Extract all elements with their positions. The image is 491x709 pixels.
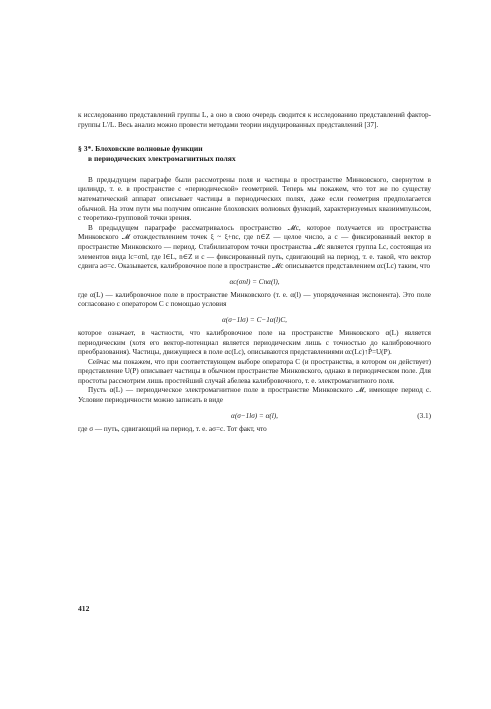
paragraph-6: Пусть α(L) — периодическое электромагнитное поле в пространстве Минковского 𝓜, имеющее период c. Условие периодичности можно записать в виде: [78, 386, 431, 405]
formula-2: α(σ−1lσ) = C−1α(l)C,: [222, 315, 287, 324]
paragraph-3: где α(L) — калибровочное поле в пространстве Минковского (т. е. α(l) — упорядоченная экспонента). Это поле согласовано с оператором C с помощью условия: [78, 290, 431, 309]
formula-3: [78, 410, 431, 422]
section-number: § 3*.: [78, 144, 94, 154]
equation-number: (3.1): [417, 411, 431, 420]
paragraph-4: которое означает, в частности, что калибровочное поле на пространстве Минковского α(L) является периодическим (хотя его вектор-потенциал является периодическим лишь с точностью до калибровочного преобразования). Частицы, движущиеся в поле αc(Lc), описываются представлениями αc(Lc)↑P̃=U(P).: [78, 328, 431, 357]
section-heading: [78, 144, 431, 164]
section-title-line1: Блоховские волновые функции: [95, 144, 203, 154]
section-title-line2: в периодических электромагнитных полях: [88, 153, 236, 163]
paragraph-continuation: к исследованию представлений группы L, а оно в свою очередь сводится к исследованию представлений фактор-группы L'/L. Весь анализ можно провести методами теории индуцированных представлений [37].: [78, 111, 431, 129]
formula-1: αc(σnl) = Cnα(l),: [229, 277, 280, 286]
page-number: 412: [78, 604, 90, 613]
formula-3-body: α(σ−1lσ) = α(l),: [231, 411, 278, 420]
paragraph-1: В предыдущем параграфе были рассмотрены поля и частицы в пространстве Минковского, свернутом в цилиндр, т. е. в пространстве с «периодической» геометрией. Теперь мы покажем, что тот же по существу математический аппарат описывает частицы в периодических полях, даже если геометрия предполагается обычной. На этом пути мы получим описание блоховских волновых функций, характеризуемых квазиимпульсом, с теоретико-групповой точки зрения.: [78, 175, 431, 223]
paragraph-5: Сейчас мы покажем, что при соответствующем выборе оператора C (и пространства, в котором он действует) представление U(P) описывает частицы в обычном пространстве Минковского, однако в периодическом поле. Для простоты рассмотрим лишь простейший случай абелева калибровочного, т. е. электромагнитного поля.: [78, 357, 431, 385]
paragraph-7: где σ — путь, сдвигающий на период, т. е. aσ=c. Тот факт, что: [78, 424, 267, 433]
paragraph-2: В предыдущем параграфе рассматривалось пространство 𝓜c, которое получается из пространства Минковского 𝓜 отождествлением точек ξ ~ ξ+nc, где n∈Z — целое число, а c — фиксированный вектор в пространстве Минковского — период. Стабилизатором точки пространства 𝓜c является группа Lc, состоящая из элементов вида lc=σnl, где l∈L, n∈Z и c — фиксированный путь, сдвигающий на период, т. е. такой, что вектор сдвига aσ=c. Оказывается, калибровочное поле в пространстве 𝓜c описывается представлением αc(Lc) таким, что: [78, 223, 431, 271]
